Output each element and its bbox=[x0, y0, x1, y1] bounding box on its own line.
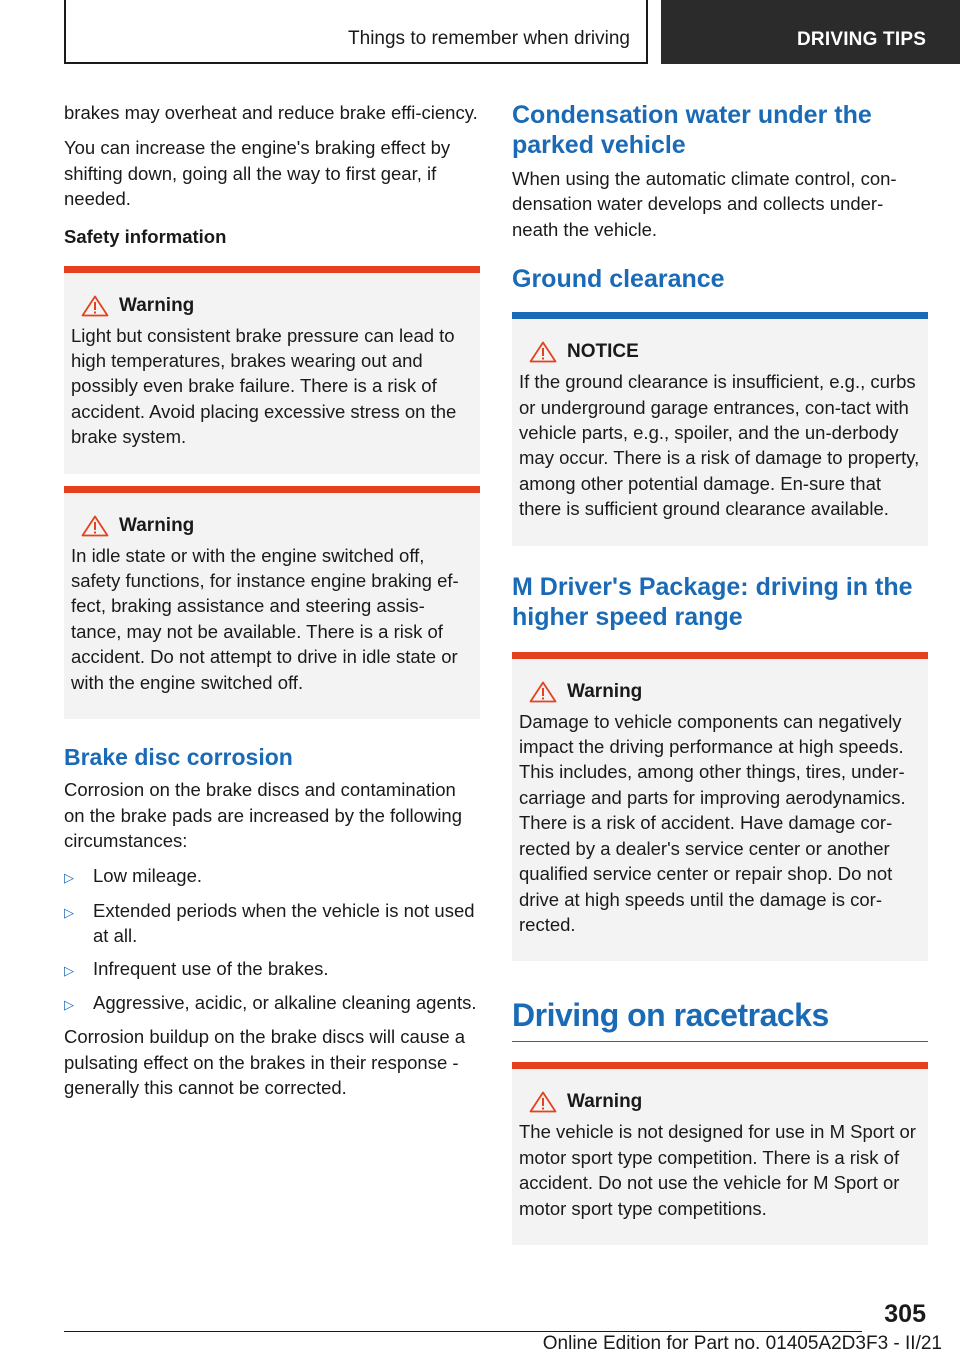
header-section-title: Things to remember when driving bbox=[348, 28, 630, 49]
warning-triangle-icon bbox=[81, 295, 109, 317]
warning-triangle-icon bbox=[529, 681, 557, 703]
warning-triangle-icon bbox=[81, 515, 109, 537]
header-section-box bbox=[64, 0, 648, 64]
page-number: 305 bbox=[884, 1300, 926, 1328]
list-item: ▷ Infrequent use of the brakes. bbox=[64, 956, 480, 983]
triangle-bullet-icon: ▷ bbox=[64, 904, 74, 920]
corrosion-circumstances-list bbox=[64, 863, 480, 1017]
warning-text: In idle state or with the engine switched off, safety functions, for instance engine braking ef-fect, braking assistance and steering assis-tance, may not be available. There is a risk of accident. Do not attempt to drive in idle state or with the engine switched off. bbox=[71, 544, 459, 693]
footer-rule bbox=[64, 1331, 862, 1332]
warning-box-high-speed bbox=[512, 652, 928, 962]
list-item: ▷ Aggressive, acidic, or alkaline cleaning agents. bbox=[64, 990, 480, 1017]
safety-information-heading: Safety information bbox=[64, 225, 227, 247]
warning-box-idle-state bbox=[64, 486, 480, 719]
paragraph-corrosion-outro: Corrosion buildup on the brake discs will cause a pulsating effect on the brakes in their response - generally this cannot be corrected. bbox=[64, 1026, 466, 1099]
notice-text: If the ground clearance is insufficient, e.g., curbs or underground garage entrances, con-tact with vehicle parts, e.g., spoiler, and the un-derbody may occur. There is a risk of damage to property, among other potential damage. En-sure that there is sufficient ground clearance available. bbox=[519, 371, 920, 520]
list-item: ▷ Low mileage. bbox=[64, 863, 480, 890]
warning-triangle-icon bbox=[529, 341, 557, 363]
paragraph-corrosion-intro: Corrosion on the brake discs and contamination on the brake pads are increased by the following circumstances: bbox=[64, 779, 463, 851]
warning-label: Warning bbox=[119, 514, 195, 536]
warning-label: Warning bbox=[567, 1091, 643, 1113]
ground-clearance-heading: Ground clearance bbox=[512, 265, 725, 294]
warning-text: Damage to vehicle components can negatively impact the driving performance at high speeds. This includes, among other things, tires, under-carriage and parts for improving aerodynamics. There is a risk of accident. Have damage cor-rected by a dealer's service center or another qualified service center or repair shop. Do not drive at high speeds until the damage is cor-rected. bbox=[519, 710, 906, 935]
warning-box-brake-pressure bbox=[64, 266, 480, 474]
triangle-bullet-icon: ▷ bbox=[64, 870, 74, 886]
warning-label: Warning bbox=[567, 680, 643, 702]
brake-disc-corrosion-heading: Brake disc corrosion bbox=[64, 744, 293, 771]
driving-on-racetracks-heading: Driving on racetracks bbox=[512, 997, 829, 1034]
warning-triangle-icon bbox=[529, 1091, 557, 1113]
warning-text: Light but consistent brake pressure can lead to high temperatures, brakes wearing out and possibly even brake failure. There is a risk of accident. Avoid placing excessive stress on the brake system. bbox=[71, 324, 457, 448]
paragraph-brake-overheat: brakes may overheat and reduce brake effi-ciency. bbox=[64, 102, 478, 123]
notice-label: NOTICE bbox=[567, 341, 639, 363]
paragraph-engine-braking: You can increase the engine's braking effect by shifting down, going all the way to first gear, if needed. bbox=[64, 137, 451, 210]
footer-edition-text: Online Edition for Part no. 01405A2D3F3 - II/21 bbox=[542, 1333, 942, 1354]
triangle-bullet-icon: ▷ bbox=[64, 996, 74, 1012]
right-column bbox=[512, 100, 928, 1257]
list-item: ▷ Extended periods when the vehicle is not used at all. bbox=[64, 898, 480, 949]
notice-box-ground-clearance bbox=[512, 312, 928, 545]
paragraph-condensation: When using the automatic climate control, con-densation water develops and collects under-neath the vehicle. bbox=[512, 168, 897, 240]
header-chapter-box bbox=[661, 0, 960, 64]
warning-box-racetracks bbox=[512, 1062, 928, 1245]
warning-text: The vehicle is not designed for use in M Sport or motor sport type competition. There is a risk of accident. Do not use the vehicle for M Sport or motor sport type competitions. bbox=[519, 1121, 916, 1219]
triangle-bullet-icon: ▷ bbox=[64, 962, 74, 978]
warning-label: Warning bbox=[119, 294, 195, 316]
m-drivers-package-heading: M Driver's Package: driving in the higher speed range bbox=[512, 572, 913, 631]
condensation-heading: Condensation water under the parked vehicle bbox=[512, 101, 872, 159]
header-chapter-title: DRIVING TIPS bbox=[797, 29, 927, 50]
racetracks-heading-rule bbox=[512, 995, 928, 1042]
left-column bbox=[64, 100, 480, 1111]
